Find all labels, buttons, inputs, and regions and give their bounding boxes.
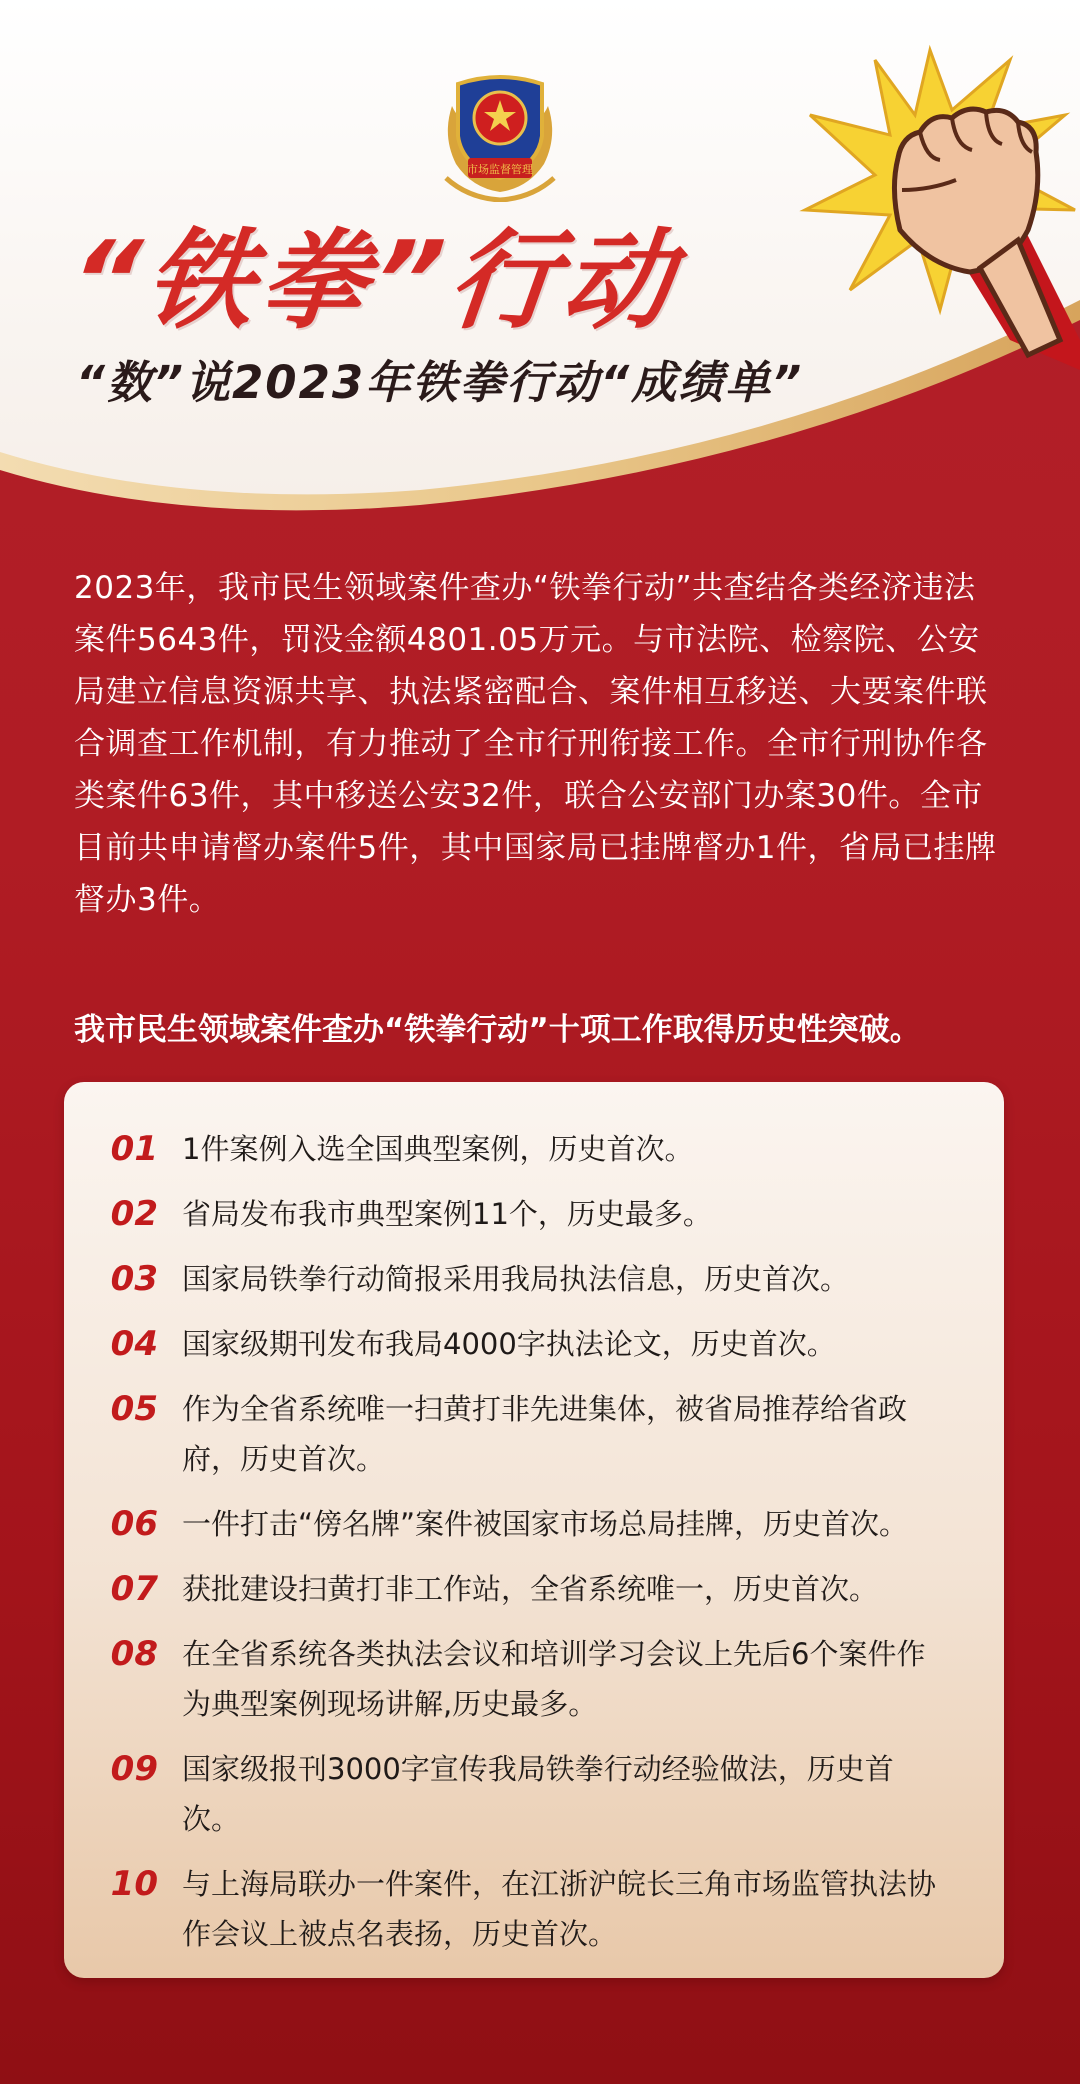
item-text: 国家局铁拳行动简报采用我局执法信息，历史首次。 xyxy=(182,1262,850,1296)
item-text: 国家级期刊发布我局4000字执法论文，历史首次。 xyxy=(182,1327,836,1361)
item-number: 06 xyxy=(110,1504,158,1544)
item-number: 08 xyxy=(110,1634,158,1674)
item-text: 国家级报刊3000字宣传我局铁拳行动经验做法，历史首次。 xyxy=(182,1752,894,1836)
achievements-card xyxy=(64,1082,1004,1978)
item-text: 获批建设扫黄打非工作站，全省系统唯一，历史首次。 xyxy=(182,1572,879,1606)
list-item xyxy=(64,1564,1004,1614)
list-item xyxy=(64,1319,1004,1369)
item-number: 04 xyxy=(110,1324,158,1364)
list-item xyxy=(64,1189,1004,1239)
page-subtitle: “数”说2023年铁拳行动“成绩单” xyxy=(76,356,804,409)
list-item xyxy=(64,1629,1004,1729)
list-item xyxy=(64,1384,1004,1484)
item-number: 03 xyxy=(110,1259,158,1299)
list-item xyxy=(64,1859,1004,1959)
item-number: 10 xyxy=(110,1864,158,1904)
item-number: 01 xyxy=(110,1129,158,1169)
item-text: 1件案例入选全国典型案例，历史首次。 xyxy=(182,1132,694,1166)
list-item xyxy=(64,1499,1004,1549)
item-text: 在全省系统各类执法会议和培训学习会议上先后6个案件作为典型案例现场讲解,历史最多。 xyxy=(182,1637,926,1721)
achievements-list xyxy=(64,1124,1004,1959)
item-text: 与上海局联办一件案件，在江浙沪皖长三角市场监管执法协作会议上被点名表扬，历史首次。 xyxy=(182,1867,937,1951)
list-item xyxy=(64,1124,1004,1174)
item-text: 省局发布我市典型案例11个，历史最多。 xyxy=(182,1197,712,1231)
item-text: 作为全省系统唯一扫黄打非先进集体，被省局推荐给省政府，历史首次。 xyxy=(182,1392,908,1476)
item-text: 一件打击“傍名牌”案件被国家市场总局挂牌，历史首次。 xyxy=(182,1507,909,1541)
item-number: 05 xyxy=(110,1389,158,1429)
item-number: 02 xyxy=(110,1194,158,1234)
item-number: 09 xyxy=(110,1749,158,1789)
list-item xyxy=(64,1254,1004,1304)
list-item xyxy=(64,1744,1004,1844)
item-number: 07 xyxy=(110,1569,158,1609)
page-title: “铁拳”行动 xyxy=(63,219,684,344)
section-headline: 我市民生领域案件查办“铁拳行动”十项工作取得历史性突破。 xyxy=(74,1012,921,1048)
intro-paragraph: 2023年，我市民生领域案件查办“铁拳行动”共查结各类经济违法案件5643件，罚没金额4801.05万元。与市法院、检察院、公安局建立信息资源共享、执法紧密配合、案件相互移送、大要案件联合调查工作机制，有力推动了全市行刑衔接工作。全市行刑协作各类案件63件，其中移送公安32件，联合公安部门办案30件。全市目前共申请督办案件5件，其中国家局已挂牌督办1件，省局已挂牌督办3件。 xyxy=(74,570,997,918)
market-supervision-badge-icon xyxy=(438,66,562,202)
emblem-text: 市场监督管理 xyxy=(467,163,533,176)
